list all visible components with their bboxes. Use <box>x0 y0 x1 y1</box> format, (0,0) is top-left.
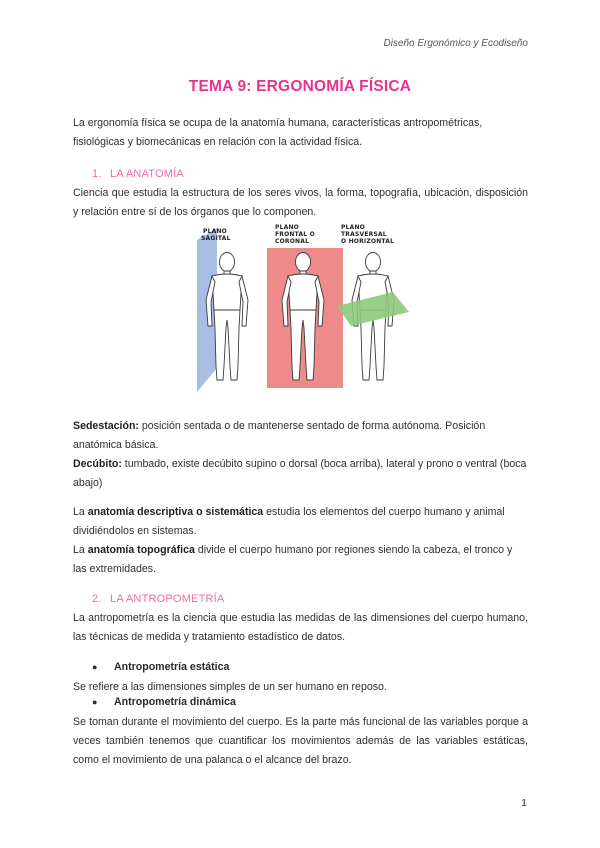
label-sagital: PLANO SAGITAL <box>201 228 231 242</box>
bullet-dot: ● <box>92 697 98 707</box>
label-trasversal: PLANO TRASVERSAL O HORIZONTAL <box>341 224 395 245</box>
intro-paragraph: La ergonomía física se ocupa de la anatomía humana, características antropométricas, fisiológicas y biomecánicas en relación con la actividad física. <box>73 117 483 148</box>
bullet-antropometria-dinamica <box>92 696 236 708</box>
anatomia-descriptiva-text: estudia los elementos del cuerpo humano y animal dividiéndolos en sistemas. <box>73 506 505 537</box>
section-number: 2. <box>92 593 102 605</box>
section-title: LA ANTROPOMETRÍA <box>110 593 225 605</box>
sedestacion-text: posición sentada o de mantenerse sentado de forma autónoma. Posición anatómica básica. <box>73 420 486 451</box>
section-heading-anatomia <box>92 168 184 180</box>
running-header: Diseño Ergonómico y Ecodiseño <box>383 38 528 49</box>
page-number: 1 <box>521 797 527 809</box>
sedestacion-term: Sedestación: <box>73 420 139 432</box>
anatomia-topografica-term: anatomía topográfica <box>87 544 195 556</box>
anatomia-topografica-text: divide el cuerpo humano por regiones siendo la cabeza, el tronco y las extremidades. <box>73 544 513 575</box>
bullet-title: Antropometría estática <box>114 661 230 673</box>
anatomia-definition: Ciencia que estudia la estructura de los seres vivos, la forma, topografía, ubicación, disposición y relación entre sí de los órganos que lo componen. <box>73 187 528 218</box>
decubito-text: tumbado, existe decúbito supino o dorsal (boca arriba), lateral y prono o ventral (boca abajo) <box>73 458 527 489</box>
antropometria-definition: La antropometría es la ciencia que estudia las medidas de las dimensiones del cuerpo humano, las técnicas de medida y tratamiento estadístico de datos. <box>73 612 528 643</box>
antropometria-estatica-text: Se refiere a las dimensiones simples de un ser humano en reposo. <box>73 681 387 693</box>
anatomia-descriptiva-paragraph <box>73 503 528 541</box>
antropometria-dinamica-text: Se toman durante el movimiento del cuerpo. Es la parte más funcional de las variables porque a veces también tenemos que cuantificar los movimientos además de las variables estáticas, como el movimiento de una palanca o el alcance del brazo. <box>73 716 528 766</box>
anatomia-descriptiva-term: anatomía descriptiva o sistemática <box>87 506 264 518</box>
decubito-term: Decúbito: <box>73 458 122 470</box>
text-prefix: La <box>73 544 88 556</box>
section-number: 1. <box>92 168 102 180</box>
anatomia-topografica-paragraph <box>73 541 528 579</box>
decubito-paragraph <box>73 455 528 493</box>
sedestacion-paragraph <box>73 417 528 455</box>
label-frontal: PLANO FRONTAL O CORONAL <box>275 224 315 245</box>
section-title: LA ANATOMÍA <box>110 168 184 180</box>
bullet-dot: ● <box>92 662 98 672</box>
bullet-title: Antropometría dinámica <box>114 696 236 708</box>
anatomical-planes-figure <box>195 222 415 397</box>
bullet-antropometria-estatica <box>92 661 229 673</box>
text-prefix: La <box>73 506 88 518</box>
anatomical-planes-illustration <box>195 222 415 397</box>
section-heading-antropometria <box>92 593 224 605</box>
page-title: TEMA 9: ERGONOMÍA FÍSICA <box>188 78 412 95</box>
